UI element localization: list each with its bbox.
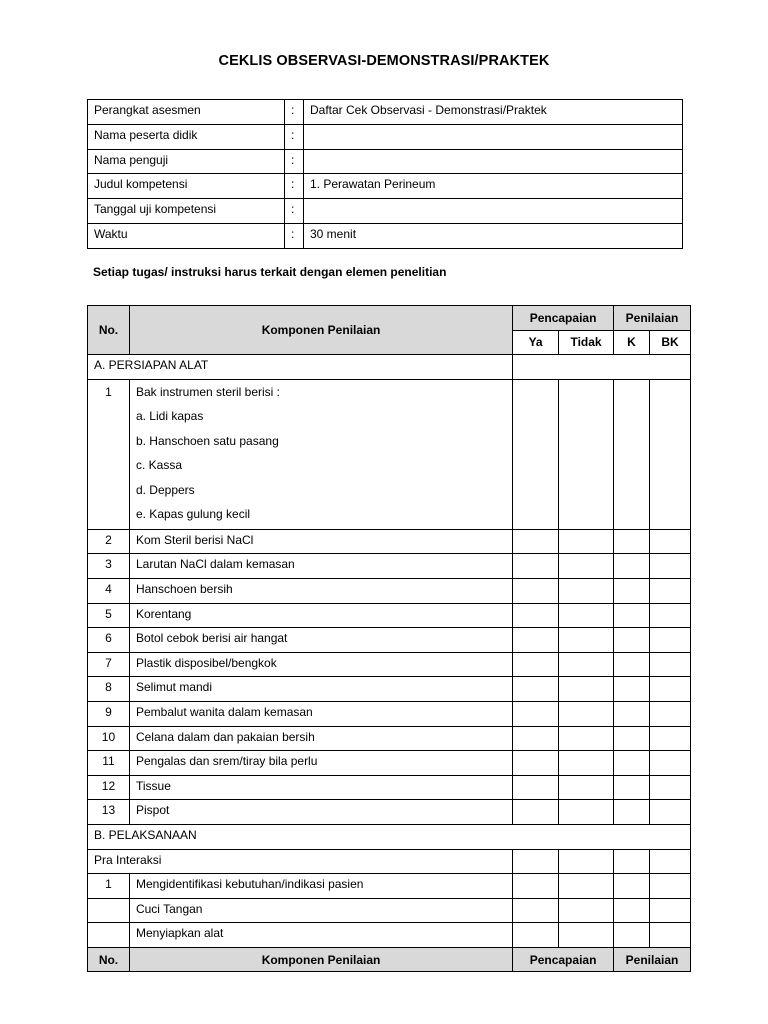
item-row	[88, 652, 691, 677]
item-1-line: a. Lidi kapas	[135, 409, 204, 424]
info-colon: :	[285, 100, 304, 125]
cell-tidak[interactable]	[559, 379, 614, 529]
cell-k[interactable]	[614, 874, 650, 899]
cell-ya[interactable]	[513, 775, 559, 800]
section-a-blank	[513, 355, 691, 380]
item-1-number: 1	[88, 379, 130, 529]
info-label: Waktu	[88, 223, 285, 248]
pra-interaksi-label: Pra Interaksi	[88, 849, 513, 874]
item-1-line: b. Hanschoen satu pasang	[135, 433, 279, 448]
footer-header-komponen: Komponen Penilaian	[129, 947, 512, 972]
info-row	[88, 174, 683, 199]
cell-bk[interactable]	[649, 578, 690, 603]
item-text: Selimut mandi	[129, 677, 512, 702]
item-row	[88, 578, 691, 603]
pra-interaksi-row	[88, 849, 691, 874]
header-bk: BK	[649, 330, 690, 355]
item-row	[88, 800, 691, 825]
item-row	[88, 726, 691, 751]
item-row	[88, 923, 691, 948]
cell-k[interactable]	[614, 701, 650, 726]
item-text: Kom Steril berisi NaCl	[129, 529, 512, 554]
item-text: Hanschoen bersih	[129, 578, 512, 603]
item-number: 5	[88, 603, 130, 628]
item-number: 2	[88, 529, 130, 554]
item-row	[88, 554, 691, 579]
header-pencapaian: Pencapaian	[513, 306, 614, 331]
cell-ya[interactable]	[513, 923, 559, 948]
item-text: Pengalas dan srem/tiray bila perlu	[129, 751, 512, 776]
item-text: Pembalut wanita dalam kemasan	[129, 701, 512, 726]
cell-k[interactable]	[614, 652, 650, 677]
cell-tidak[interactable]	[559, 751, 614, 776]
cell-bk[interactable]	[649, 751, 690, 776]
cell-ya[interactable]	[513, 529, 559, 554]
section-a-row	[88, 355, 691, 380]
cell-ya[interactable]	[513, 849, 559, 874]
section-b-label: B. PELAKSANAAN	[88, 824, 691, 849]
item-text: Larutan NaCl dalam kemasan	[129, 554, 512, 579]
item-row	[88, 701, 691, 726]
cell-tidak[interactable]	[559, 578, 614, 603]
info-value[interactable]: Daftar Cek Observasi - Demonstrasi/Praktek	[304, 100, 683, 125]
item-row	[88, 751, 691, 776]
checklist-table	[87, 305, 691, 972]
footer-header-penilaian: Penilaian	[614, 947, 691, 972]
document-title: CEKLIS OBSERVASI-DEMONSTRASI/PRAKTEK	[218, 53, 550, 69]
item-text: Mengidentifikasi kebutuhan/indikasi pasien	[129, 874, 512, 899]
item-number: 12	[88, 775, 130, 800]
info-row	[88, 100, 683, 125]
item-row	[88, 775, 691, 800]
info-colon: :	[285, 124, 304, 149]
cell-k[interactable]	[614, 554, 650, 579]
cell-ya[interactable]	[513, 898, 559, 923]
info-row	[88, 223, 683, 248]
item-number: 4	[88, 578, 130, 603]
cell-k[interactable]	[614, 775, 650, 800]
info-value[interactable]	[304, 149, 683, 174]
header-row	[88, 306, 691, 331]
cell-k[interactable]	[614, 923, 650, 948]
header-no: No.	[88, 306, 130, 355]
cell-bk[interactable]	[649, 701, 690, 726]
footer-header-no: No.	[88, 947, 130, 972]
cell-ya[interactable]	[513, 603, 559, 628]
cell-bk[interactable]	[649, 898, 690, 923]
cell-bk[interactable]	[649, 554, 690, 579]
cell-ya[interactable]	[513, 874, 559, 899]
cell-tidak[interactable]	[559, 603, 614, 628]
cell-tidak[interactable]	[559, 677, 614, 702]
cell-bk[interactable]	[649, 775, 690, 800]
cell-ya[interactable]	[513, 677, 559, 702]
item-text: Pispot	[129, 800, 512, 825]
item-row	[88, 628, 691, 653]
info-colon: :	[285, 223, 304, 248]
cell-ya[interactable]	[513, 379, 559, 529]
item-1-line: e. Kapas gulung kecil	[135, 507, 251, 522]
cell-bk[interactable]	[649, 677, 690, 702]
item-row	[88, 677, 691, 702]
cell-bk[interactable]	[649, 379, 690, 529]
item-row	[88, 603, 691, 628]
cell-ya[interactable]	[513, 652, 559, 677]
cell-tidak[interactable]	[559, 554, 614, 579]
info-label: Nama penguji	[88, 149, 285, 174]
cell-ya[interactable]	[513, 578, 559, 603]
cell-k[interactable]	[614, 800, 650, 825]
cell-tidak[interactable]	[559, 628, 614, 653]
header-komponen: Komponen Penilaian	[129, 306, 512, 355]
item-text: Tissue	[129, 775, 512, 800]
cell-tidak[interactable]	[559, 701, 614, 726]
item-row	[88, 529, 691, 554]
item-row	[88, 898, 691, 923]
item-number: 6	[88, 628, 130, 653]
info-row	[88, 124, 683, 149]
item-number: 11	[88, 751, 130, 776]
info-value[interactable]	[304, 124, 683, 149]
item-1-content	[129, 379, 512, 529]
item-1-line: Bak instrumen steril berisi :	[135, 384, 281, 399]
item-1-line: d. Deppers	[135, 482, 195, 497]
cell-ya[interactable]	[513, 554, 559, 579]
cell-bk[interactable]	[649, 800, 690, 825]
cell-k[interactable]	[614, 628, 650, 653]
cell-ya[interactable]	[513, 751, 559, 776]
item-number: 3	[88, 554, 130, 579]
info-label: Tanggal uji kompetensi	[88, 199, 285, 224]
cell-tidak[interactable]	[559, 726, 614, 751]
info-value[interactable]: 1. Perawatan Perineum	[304, 174, 683, 199]
item-1-line: c. Kassa	[135, 458, 182, 473]
cell-bk[interactable]	[649, 529, 690, 554]
cell-k[interactable]	[614, 379, 650, 529]
info-label: Nama peserta didik	[88, 124, 285, 149]
header-penilaian: Penilaian	[614, 306, 691, 331]
item-text: Menyiapkan alat	[129, 923, 512, 948]
cell-k[interactable]	[614, 751, 650, 776]
section-a-label: A. PERSIAPAN ALAT	[88, 355, 513, 380]
cell-bk[interactable]	[649, 874, 690, 899]
cell-ya[interactable]	[513, 628, 559, 653]
item-number: 13	[88, 800, 130, 825]
info-row	[88, 199, 683, 224]
cell-bk[interactable]	[649, 652, 690, 677]
cell-ya[interactable]	[513, 701, 559, 726]
instruction-text: Setiap tugas/ instruksi harus terkait dengan elemen penelitian	[93, 265, 447, 279]
item-text: Botol cebok berisi air hangat	[129, 628, 512, 653]
info-colon: :	[285, 149, 304, 174]
info-row	[88, 149, 683, 174]
item-text: Cuci Tangan	[129, 898, 512, 923]
cell-k[interactable]	[614, 898, 650, 923]
cell-bk[interactable]	[649, 603, 690, 628]
info-value[interactable]: 30 menit	[304, 223, 683, 248]
item-text: Plastik disposibel/bengkok	[129, 652, 512, 677]
cell-tidak[interactable]	[559, 775, 614, 800]
cell-ya[interactable]	[513, 800, 559, 825]
cell-ya[interactable]	[513, 726, 559, 751]
header-tidak: Tidak	[559, 330, 614, 355]
cell-tidak[interactable]	[559, 898, 614, 923]
cell-tidak[interactable]	[559, 529, 614, 554]
cell-k[interactable]	[614, 603, 650, 628]
cell-tidak[interactable]	[559, 849, 614, 874]
info-label: Perangkat asesmen	[88, 100, 285, 125]
cell-k[interactable]	[614, 726, 650, 751]
item-number	[88, 898, 130, 923]
header-k: K	[614, 330, 650, 355]
item-number: 10	[88, 726, 130, 751]
footer-header-row	[88, 947, 691, 972]
item-row	[88, 874, 691, 899]
cell-tidak[interactable]	[559, 652, 614, 677]
footer-header-pencapaian: Pencapaian	[513, 947, 614, 972]
cell-tidak[interactable]	[559, 923, 614, 948]
item-number: 1	[88, 874, 130, 899]
item-text: Korentang	[129, 603, 512, 628]
cell-tidak[interactable]	[559, 800, 614, 825]
item-number: 8	[88, 677, 130, 702]
cell-k[interactable]	[614, 677, 650, 702]
cell-bk[interactable]	[649, 923, 690, 948]
info-table	[87, 99, 683, 249]
info-label: Judul kompetensi	[88, 174, 285, 199]
cell-k[interactable]	[614, 849, 650, 874]
cell-k[interactable]	[614, 578, 650, 603]
item-number	[88, 923, 130, 948]
info-colon: :	[285, 199, 304, 224]
item-number: 7	[88, 652, 130, 677]
cell-bk[interactable]	[649, 726, 690, 751]
item-row-1	[88, 379, 691, 529]
cell-bk[interactable]	[649, 628, 690, 653]
info-value[interactable]	[304, 199, 683, 224]
cell-k[interactable]	[614, 529, 650, 554]
section-b-row	[88, 824, 691, 849]
item-number: 9	[88, 701, 130, 726]
item-text: Celana dalam dan pakaian bersih	[129, 726, 512, 751]
info-colon: :	[285, 174, 304, 199]
header-ya: Ya	[513, 330, 559, 355]
cell-bk[interactable]	[649, 849, 690, 874]
cell-tidak[interactable]	[559, 874, 614, 899]
